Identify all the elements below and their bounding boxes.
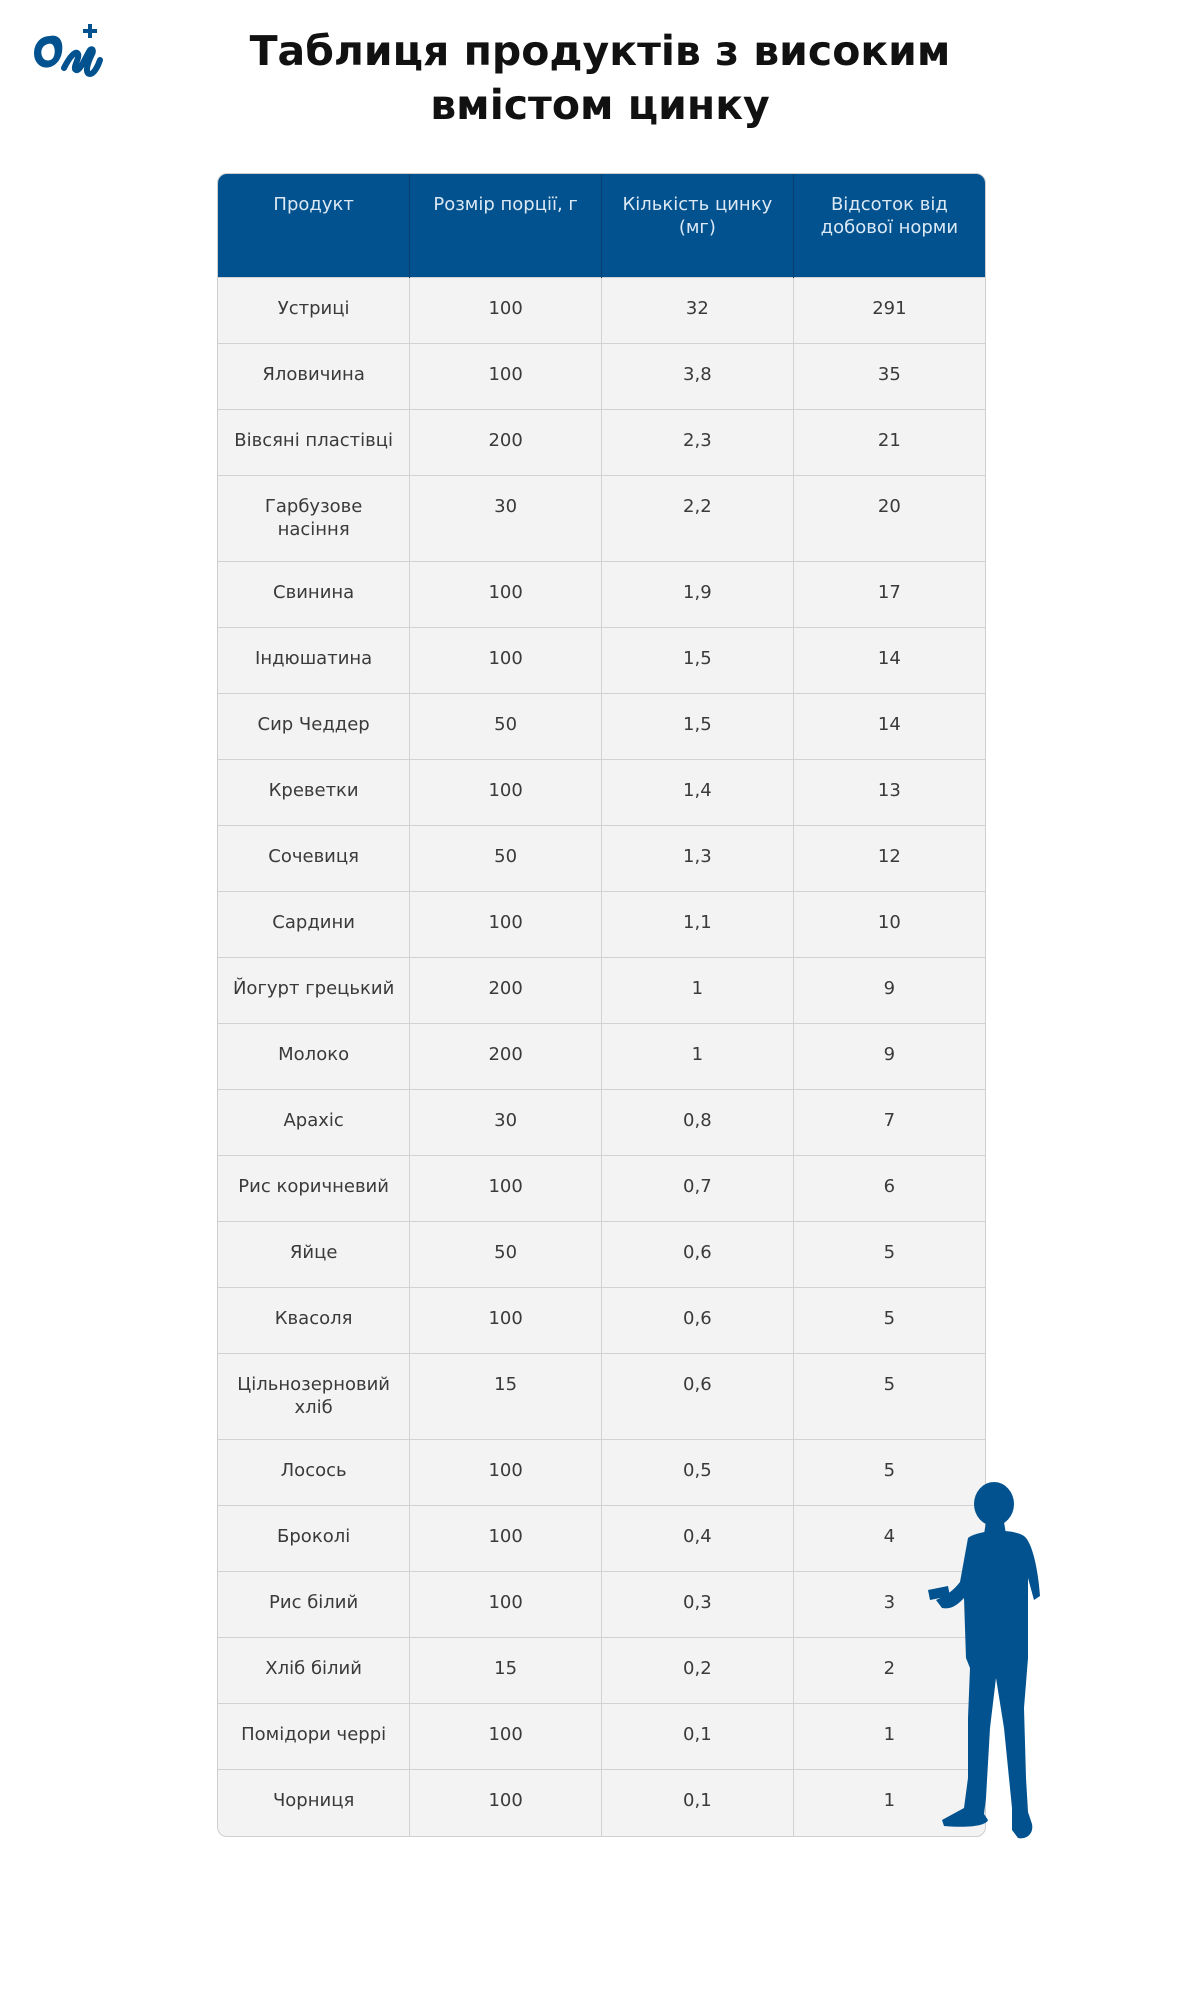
- cell-serving-size: 100: [410, 562, 602, 628]
- cell-serving-size: 100: [410, 1572, 602, 1638]
- cell-zinc-amount: 1,4: [602, 760, 794, 826]
- cell-daily-percent: 5: [793, 1354, 985, 1440]
- cell-product: Яловичина: [218, 344, 410, 410]
- cell-serving-size: 100: [410, 628, 602, 694]
- cell-zinc-amount: 3,8: [602, 344, 794, 410]
- cell-product: Індюшатина: [218, 628, 410, 694]
- cell-daily-percent: 291: [793, 278, 985, 344]
- cell-daily-percent: 12: [793, 826, 985, 892]
- cell-product: Лосось: [218, 1440, 410, 1506]
- cell-product: Сир Чеддер: [218, 694, 410, 760]
- cell-daily-percent: 17: [793, 562, 985, 628]
- table-row: [218, 1704, 985, 1770]
- cell-serving-size: 100: [410, 760, 602, 826]
- cell-zinc-amount: 0,7: [602, 1156, 794, 1222]
- cell-product: Сардини: [218, 892, 410, 958]
- cell-zinc-amount: 0,6: [602, 1354, 794, 1440]
- cell-zinc-amount: 1,1: [602, 892, 794, 958]
- cell-product: Цільнозерновий хліб: [218, 1354, 410, 1440]
- cell-daily-percent: 20: [793, 476, 985, 562]
- cell-daily-percent: 6: [793, 1156, 985, 1222]
- column-header-daily-percent: Відсоток від добової норми: [793, 174, 985, 278]
- cell-zinc-amount: 1: [602, 1024, 794, 1090]
- table-row: [218, 1572, 985, 1638]
- cell-daily-percent: 35: [793, 344, 985, 410]
- table-row: [218, 1506, 985, 1572]
- cell-zinc-amount: 32: [602, 278, 794, 344]
- cell-product: Рис білий: [218, 1572, 410, 1638]
- table-row: [218, 628, 985, 694]
- cell-serving-size: 200: [410, 958, 602, 1024]
- cell-zinc-amount: 0,5: [602, 1440, 794, 1506]
- cell-zinc-amount: 0,4: [602, 1506, 794, 1572]
- table-row: [218, 562, 985, 628]
- table-row: [218, 958, 985, 1024]
- cell-zinc-amount: 0,1: [602, 1770, 794, 1836]
- cell-serving-size: 30: [410, 476, 602, 562]
- cell-daily-percent: 4: [793, 1506, 985, 1572]
- cell-product: Помідори черрі: [218, 1704, 410, 1770]
- table-row: [218, 826, 985, 892]
- cell-serving-size: 100: [410, 892, 602, 958]
- table-row: [218, 1156, 985, 1222]
- cell-zinc-amount: 0,1: [602, 1704, 794, 1770]
- cell-product: Квасоля: [218, 1288, 410, 1354]
- table-row: [218, 1024, 985, 1090]
- cell-product: Креветки: [218, 760, 410, 826]
- cell-product: Броколі: [218, 1506, 410, 1572]
- title-line: вмістом цинку: [430, 81, 770, 129]
- cell-product: Вівсяні пластівці: [218, 410, 410, 476]
- table-row: [218, 410, 985, 476]
- cell-product: Свинина: [218, 562, 410, 628]
- cell-daily-percent: 10: [793, 892, 985, 958]
- zinc-table-container: [217, 173, 986, 1837]
- cell-zinc-amount: 0,2: [602, 1638, 794, 1704]
- cell-zinc-amount: 0,6: [602, 1288, 794, 1354]
- cell-serving-size: 100: [410, 1440, 602, 1506]
- cell-zinc-amount: 1,5: [602, 628, 794, 694]
- person-with-phone-icon: [928, 1478, 1058, 1844]
- cell-daily-percent: 9: [793, 958, 985, 1024]
- cell-daily-percent: 14: [793, 628, 985, 694]
- table-row: [218, 344, 985, 410]
- zinc-table: [218, 174, 985, 1836]
- table-row: [218, 1222, 985, 1288]
- table-row: [218, 476, 985, 562]
- cell-zinc-amount: 1,5: [602, 694, 794, 760]
- table-row: [218, 760, 985, 826]
- page-title: [150, 24, 1050, 132]
- cell-daily-percent: 5: [793, 1222, 985, 1288]
- cell-serving-size: 100: [410, 1704, 602, 1770]
- cell-daily-percent: 1: [793, 1704, 985, 1770]
- cell-serving-size: 100: [410, 344, 602, 410]
- cell-daily-percent: 14: [793, 694, 985, 760]
- cell-serving-size: 100: [410, 1288, 602, 1354]
- cell-serving-size: 50: [410, 694, 602, 760]
- brand-logo-icon: [26, 20, 106, 92]
- cell-serving-size: 50: [410, 1222, 602, 1288]
- cell-zinc-amount: 0,8: [602, 1090, 794, 1156]
- cell-daily-percent: 5: [793, 1440, 985, 1506]
- column-header-product: Продукт: [218, 174, 410, 278]
- table-row: [218, 1770, 985, 1836]
- cell-serving-size: 50: [410, 826, 602, 892]
- cell-serving-size: 100: [410, 1770, 602, 1836]
- table-row: [218, 1638, 985, 1704]
- cell-serving-size: 15: [410, 1638, 602, 1704]
- table-row: [218, 694, 985, 760]
- cell-zinc-amount: 1: [602, 958, 794, 1024]
- table-body: [218, 278, 985, 1836]
- cell-serving-size: 100: [410, 1156, 602, 1222]
- cell-serving-size: 200: [410, 410, 602, 476]
- cell-serving-size: 100: [410, 278, 602, 344]
- cell-product: Рис коричневий: [218, 1156, 410, 1222]
- cell-product: Хліб білий: [218, 1638, 410, 1704]
- cell-daily-percent: 3: [793, 1572, 985, 1638]
- table-row: [218, 1288, 985, 1354]
- cell-product: Чорниця: [218, 1770, 410, 1836]
- table-row: [218, 278, 985, 344]
- cell-zinc-amount: 1,3: [602, 826, 794, 892]
- title-line: Таблиця продуктів з високим: [249, 27, 951, 75]
- cell-serving-size: 30: [410, 1090, 602, 1156]
- cell-zinc-amount: 1,9: [602, 562, 794, 628]
- table-row: [218, 1090, 985, 1156]
- cell-product: Яйце: [218, 1222, 410, 1288]
- cell-daily-percent: 21: [793, 410, 985, 476]
- cell-product: Устриці: [218, 278, 410, 344]
- cell-daily-percent: 2: [793, 1638, 985, 1704]
- cell-serving-size: 200: [410, 1024, 602, 1090]
- table-header-row: [218, 174, 985, 278]
- cell-daily-percent: 5: [793, 1288, 985, 1354]
- column-header-serving: Розмір порції, г: [410, 174, 602, 278]
- cell-product: Йогурт грецький: [218, 958, 410, 1024]
- cell-zinc-amount: 0,3: [602, 1572, 794, 1638]
- table-row: [218, 1440, 985, 1506]
- column-header-zinc-amount: Кількість цинку (мг): [602, 174, 794, 278]
- cell-daily-percent: 13: [793, 760, 985, 826]
- cell-product: Молоко: [218, 1024, 410, 1090]
- cell-zinc-amount: 2,3: [602, 410, 794, 476]
- cell-daily-percent: 9: [793, 1024, 985, 1090]
- cell-daily-percent: 7: [793, 1090, 985, 1156]
- cell-product: Сочевиця: [218, 826, 410, 892]
- table-row: [218, 1354, 985, 1440]
- cell-serving-size: 100: [410, 1506, 602, 1572]
- cell-zinc-amount: 0,6: [602, 1222, 794, 1288]
- cell-product: Гарбузове насіння: [218, 476, 410, 562]
- cell-product: Арахіс: [218, 1090, 410, 1156]
- table-row: [218, 892, 985, 958]
- cell-daily-percent: 1: [793, 1770, 985, 1836]
- cell-zinc-amount: 2,2: [602, 476, 794, 562]
- cell-serving-size: 15: [410, 1354, 602, 1440]
